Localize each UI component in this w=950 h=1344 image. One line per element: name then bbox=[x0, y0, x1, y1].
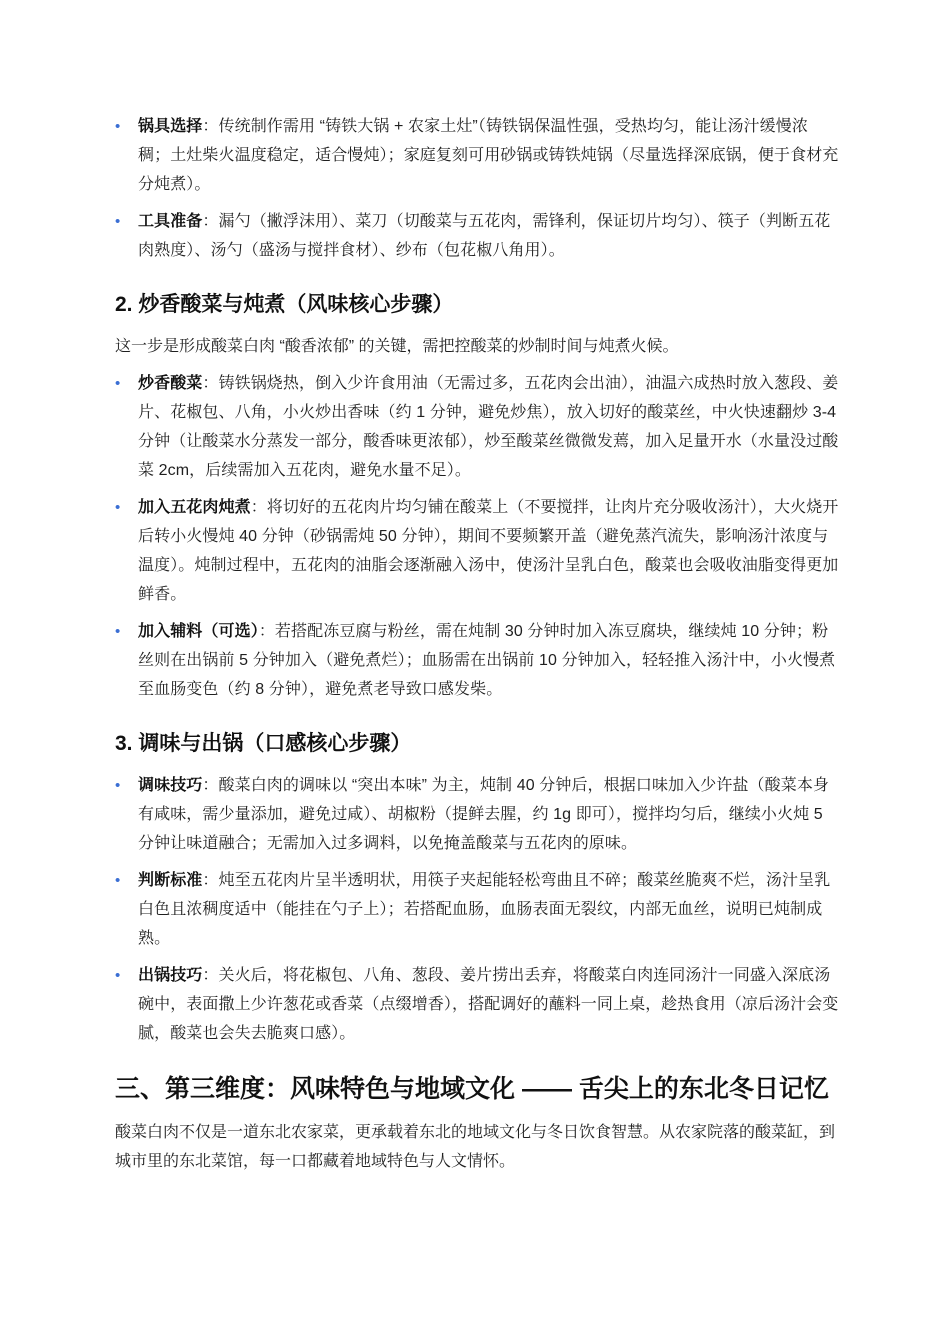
list-item bbox=[115, 369, 840, 485]
step3-list bbox=[115, 771, 840, 1048]
item-label: 炒香酸菜 bbox=[138, 375, 203, 392]
item-label: 出锅技巧 bbox=[138, 967, 203, 984]
list-item bbox=[115, 493, 840, 609]
tools-list bbox=[115, 112, 840, 265]
item-text: ：酸菜白肉的调味以 “突出本味” 为主，炖制 40 分钟后，根据口味加入少许盐（酸菜本身有咸味，需少量添加，避免过咸）、胡椒粉（提鲜去腥，约 1g 即可），搅拌均匀后，继续小火炖 5 分钟让味道融合；无需加入过多调料，以免掩盖酸菜与五花肉的原味。 bbox=[138, 777, 830, 852]
item-label: 锅具选择 bbox=[138, 118, 203, 135]
section3-intro: 酸菜白肉不仅是一道东北农家菜，更承载着东北的地域文化与冬日饮食智慧。从农家院落的酸菜缸，到城市里的东北菜馆，每一口都藏着地域特色与人文情怀。 bbox=[115, 1124, 836, 1170]
bullet-icon: • bbox=[115, 872, 121, 889]
list-item bbox=[115, 112, 840, 199]
step2-heading: 2. 炒香酸菜与炖煮（风味核心步骤） bbox=[115, 293, 454, 316]
bullet-icon: • bbox=[115, 623, 121, 640]
item-text: ：炖至五花肉片呈半透明状，用筷子夹起能轻松弯曲且不碎；酸菜丝脆爽不烂，汤汁呈乳白色且浓稠度适中（能挂在勺子上）；若搭配血肠，血肠表面无裂纹，内部无血丝，说明已炖制成熟。 bbox=[138, 872, 831, 947]
bullet-icon: • bbox=[115, 967, 121, 984]
item-text: ：关火后，将花椒包、八角、葱段、姜片捞出丢弃，将酸菜白肉连同汤汁一同盛入深底汤碗中，表面撒上少许葱花或香菜（点缀增香），搭配调好的蘸料一同上桌，趁热食用（凉后汤汁会变腻，酸菜也会失去脆爽口感）。 bbox=[138, 967, 839, 1042]
item-label: 加入辅料（可选） bbox=[138, 623, 259, 640]
step2-list bbox=[115, 369, 840, 704]
list-item bbox=[115, 617, 840, 704]
item-text: ：若搭配冻豆腐与粉丝，需在炖制 30 分钟时加入冻豆腐块，继续炖 10 分钟；粉丝则在出锅前 5 分钟加入（避免煮烂）；血肠需在出锅前 10 分钟加入，轻轻推入汤汁中，小火慢煮至血肠变色（约 8 分钟），避免煮老导致口感发柴。 bbox=[138, 623, 836, 698]
item-text: ：漏勺（撇浮沫用）、菜刀（切酸菜与五花肉，需锋利，保证切片均匀）、筷子（判断五花肉熟度）、汤勺（盛汤与搅拌食材）、纱布（包花椒八角用）。 bbox=[138, 213, 831, 259]
list-item bbox=[115, 866, 840, 953]
item-label: 判断标准 bbox=[138, 872, 203, 889]
list-item bbox=[115, 771, 840, 858]
bullet-icon: • bbox=[115, 777, 121, 794]
list-item bbox=[115, 961, 840, 1048]
step2-intro: 这一步是形成酸菜白肉 “酸香浓郁” 的关键，需把控酸菜的炒制时间与炖煮火候。 bbox=[115, 338, 679, 355]
bullet-icon: • bbox=[115, 118, 121, 135]
list-item bbox=[115, 207, 840, 265]
item-label: 加入五花肉炖煮 bbox=[138, 499, 251, 516]
document-page bbox=[115, 112, 840, 1184]
item-label: 调味技巧 bbox=[138, 777, 203, 794]
section3-heading: 三、第三维度：风味特色与地域文化 —— 舌尖上的东北冬日记忆 bbox=[115, 1075, 829, 1103]
bullet-icon: • bbox=[115, 499, 121, 516]
item-text: ：铸铁锅烧热，倒入少许食用油（无需过多，五花肉会出油），油温六成热时放入葱段、姜片、花椒包、八角，小火炒出香味（约 1 分钟，避免炒焦），放入切好的酸菜丝，中火快速翻炒 3-4 分钟（让酸菜水分蒸发一部分，酸香味更浓郁），炒至酸菜丝微微发蔫，加入足量开水（水量没过酸菜 2cm，后续需加入五花肉，避免水量不足）。 bbox=[138, 375, 839, 479]
item-text: ：将切好的五花肉片均匀铺在酸菜上（不要搅拌，让肉片充分吸收汤汁），大火烧开后转小火慢炖 40 分钟（砂锅需炖 50 分钟），期间不要频繁开盖（避免蒸汽流失，影响汤汁浓度与温度）。炖制过程中，五花肉的油脂会逐渐融入汤中，使汤汁呈乳白色，酸菜也会吸收油脂变得更加鲜香。 bbox=[138, 499, 839, 603]
bullet-icon: • bbox=[115, 375, 121, 392]
step3-heading: 3. 调味与出锅（口感核心步骤） bbox=[115, 732, 412, 755]
item-label: 工具准备 bbox=[138, 213, 203, 230]
bullet-icon: • bbox=[115, 213, 121, 230]
item-text: ：传统制作需用 “铸铁大锅 + 农家土灶”（铸铁锅保温性强，受热均匀，能让汤汁缓慢浓稠；土灶柴火温度稳定，适合慢炖）；家庭复刻可用砂锅或铸铁炖锅（尽量选择深底锅，便于食材充分炖煮）。 bbox=[138, 118, 839, 193]
